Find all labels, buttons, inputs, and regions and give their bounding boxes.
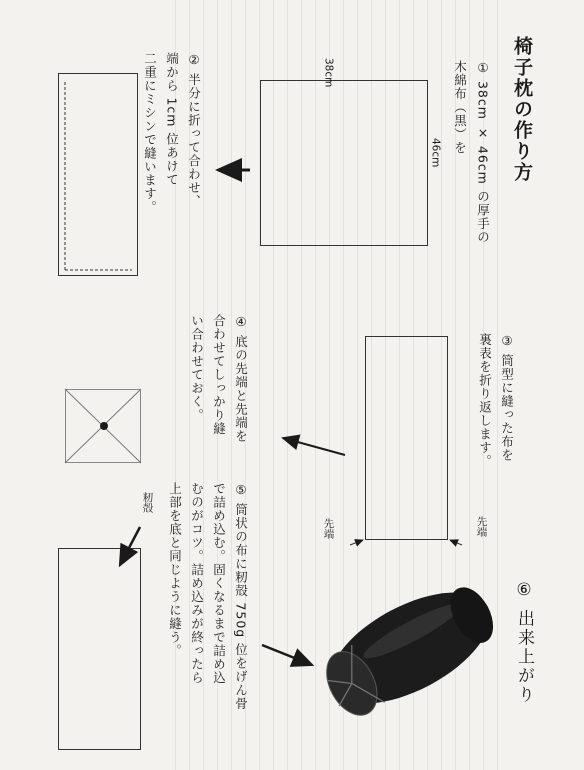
filled-tube <box>58 548 141 750</box>
step2-line2: 端から 1cm 位あけて <box>164 52 180 187</box>
step5-line1: ⑤ 筒状の布に籾殻 750g 位をげん骨 <box>233 482 249 711</box>
dim-46cm: 46cm <box>429 138 442 168</box>
step5-line3: むのがコツ。詰め込みが終ったら <box>189 482 205 685</box>
step3-line2: 裏表を折り返します。 <box>477 333 493 468</box>
step6-label: ⑥ 出来上がり <box>514 580 534 705</box>
step5-line2: で詰め込む。固くなるまで詰め込 <box>211 482 227 685</box>
step1-line1: ① 38cm × 46cm の厚手の <box>475 60 491 244</box>
folded-fabric <box>58 73 138 276</box>
step4-line3: い合わせておく。 <box>189 314 205 422</box>
tip-label-right: 先端 <box>475 516 488 537</box>
rice-husk-label: 籾殻 <box>141 492 154 513</box>
tube-fabric <box>365 336 448 540</box>
step1-line2: 木綿布（黒）を <box>452 60 468 155</box>
step2-line3: 二重にミシンで縫います。 <box>142 52 158 214</box>
page-title: 椅子枕の作り方 <box>511 36 533 183</box>
tip-label-left: 先端 <box>322 518 335 539</box>
sewn-bottom-square <box>65 389 141 463</box>
fabric-square <box>260 80 428 246</box>
step3-line1: ③ 筒型に縫った布を <box>499 333 515 462</box>
step5-line4: 上部を底と同じように縫う。 <box>167 482 183 658</box>
dim-38cm: 38cm <box>322 58 335 88</box>
step2-line1: ② 半分に折って合わせ、 <box>186 52 202 208</box>
step4-line1: ④ 底の先端と先端を <box>233 314 249 443</box>
step4-line2: 合わせてしっかり縫 <box>211 314 227 436</box>
